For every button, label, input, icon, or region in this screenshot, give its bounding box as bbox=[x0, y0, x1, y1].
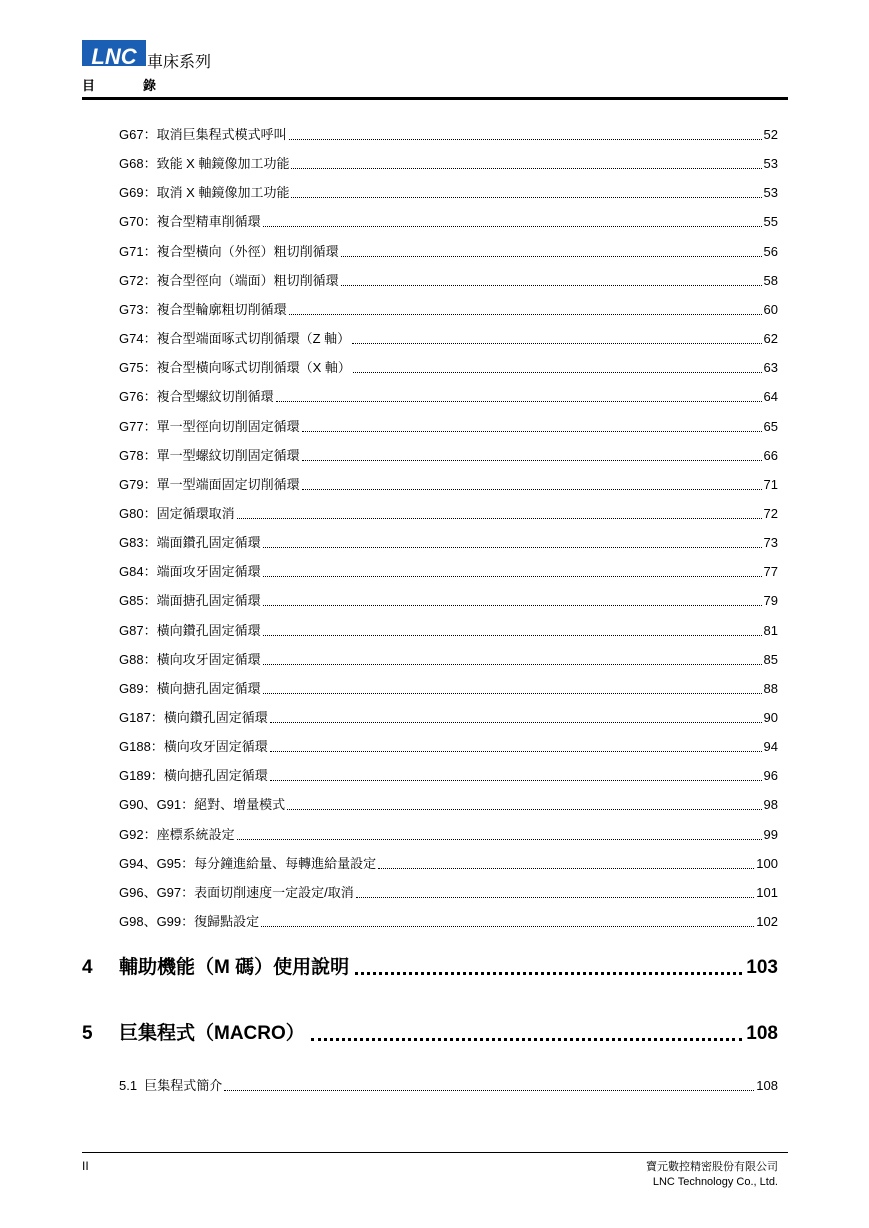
toc-entry[interactable] bbox=[119, 446, 778, 464]
section-title-right: 錄 bbox=[143, 78, 157, 93]
chapter-title: 巨集程式（MACRO） bbox=[119, 1023, 305, 1044]
toc-entry-page: 88 bbox=[763, 680, 778, 696]
toc-entry[interactable] bbox=[119, 417, 778, 435]
toc-entry-label: G187：橫向鑽孔固定循環 bbox=[119, 710, 268, 725]
toc-leader-dots bbox=[291, 168, 761, 169]
toc-entry-label: G98、G99：復歸點設定 bbox=[119, 914, 260, 930]
toc-entry[interactable] bbox=[119, 708, 778, 726]
header-divider bbox=[82, 97, 788, 100]
toc-entry[interactable] bbox=[119, 650, 778, 668]
company-name-en: LNC Technology Co., Ltd. bbox=[652, 1176, 778, 1188]
toc-entry-page: 58 bbox=[763, 272, 778, 288]
toc-entry-label: G79：單一型端面固定切削循環 bbox=[119, 476, 300, 492]
toc-entry[interactable] bbox=[119, 212, 778, 230]
toc-entry-page: 53 bbox=[763, 185, 778, 201]
toc-entry-label: G72：複合型徑向（端面）粗切削循環 bbox=[119, 272, 339, 288]
toc-entry[interactable] bbox=[119, 912, 778, 930]
toc-entry-page: 94 bbox=[763, 739, 778, 755]
toc-entry-page: 62 bbox=[763, 331, 778, 347]
toc-entry-label: G77：單一型徑向切削固定循環 bbox=[119, 418, 300, 434]
chapter-page: 103 bbox=[746, 957, 778, 978]
toc-entry[interactable] bbox=[119, 562, 778, 580]
toc-leader-dots bbox=[353, 372, 762, 373]
toc-entry-label: G84：端面攻牙固定循環 bbox=[119, 564, 261, 580]
toc-leader-dots bbox=[263, 576, 762, 577]
toc-leader-dots bbox=[302, 489, 762, 490]
toc-entry-page: 81 bbox=[763, 622, 778, 638]
toc-entry[interactable] bbox=[119, 154, 778, 172]
toc-entry-label: G92：座標系統設定 bbox=[119, 826, 235, 842]
chapter-number: 4 bbox=[82, 957, 93, 978]
toc-entry-label: G75：複合型橫向啄式切削循環（X 軸） bbox=[119, 360, 351, 376]
toc-entry-page: 90 bbox=[763, 710, 778, 725]
toc-entry[interactable] bbox=[119, 621, 778, 639]
chapter-title: 輔助機能（M 碼）使用說明 bbox=[119, 957, 350, 978]
toc-leader-dots bbox=[352, 343, 761, 344]
toc-leader-dots bbox=[291, 197, 761, 198]
toc-entry[interactable] bbox=[119, 358, 778, 376]
toc-leader-dots bbox=[263, 605, 762, 606]
toc-subsection[interactable] bbox=[119, 1076, 778, 1094]
toc-entry[interactable] bbox=[119, 766, 778, 784]
toc-leader-dots bbox=[341, 285, 762, 286]
company-name-zh: 寶元數控精密股份有限公司 bbox=[646, 1161, 778, 1173]
toc-entry[interactable] bbox=[119, 737, 778, 755]
toc-entry-label: G96、G97：表面切削速度一定設定/取消 bbox=[119, 884, 354, 900]
toc-leader-dots bbox=[289, 314, 762, 315]
chapter-number: 5 bbox=[82, 1023, 93, 1044]
toc-entry-page: 52 bbox=[763, 127, 778, 142]
toc-entry[interactable] bbox=[119, 387, 778, 405]
toc-entry-label: G87：橫向鑽孔固定循環 bbox=[119, 622, 261, 638]
toc-entry[interactable] bbox=[119, 854, 778, 872]
toc-leader-dots bbox=[263, 693, 762, 694]
toc-leader-dots bbox=[302, 460, 762, 461]
toc-entry-page: 79 bbox=[763, 593, 778, 609]
toc-leader-dots bbox=[378, 868, 754, 869]
toc-entry-label: G78：單一型螺紋切削固定循環 bbox=[119, 447, 300, 463]
toc-entry[interactable] bbox=[119, 825, 778, 843]
toc-entry-page: 56 bbox=[763, 243, 778, 259]
toc-entry[interactable] bbox=[119, 271, 778, 289]
toc-leader-dots bbox=[287, 809, 761, 810]
toc-entry-page: 60 bbox=[763, 301, 778, 317]
toc-entry-page: 63 bbox=[763, 360, 778, 376]
subsection-label: 5.1 巨集程式簡介 bbox=[119, 1078, 223, 1093]
section-title-left: 目 bbox=[82, 78, 96, 93]
toc-leader-dots bbox=[276, 401, 762, 402]
toc-leader-dots bbox=[263, 664, 762, 665]
toc-entry-page: 73 bbox=[763, 535, 778, 551]
toc-entry[interactable] bbox=[119, 125, 778, 143]
toc-entry-page: 99 bbox=[763, 826, 778, 842]
series-title: 車床系列 bbox=[147, 54, 212, 71]
toc-entry[interactable] bbox=[119, 795, 778, 813]
footer-divider bbox=[82, 1152, 788, 1153]
toc-entry-label: G188：橫向攻牙固定循環 bbox=[119, 739, 268, 755]
toc-entry[interactable] bbox=[119, 533, 778, 551]
chapter-leader-dots bbox=[355, 972, 742, 975]
logo-text: LNC bbox=[91, 44, 137, 69]
subsection-leader-dots bbox=[224, 1090, 754, 1091]
toc-entry-label: G67：取消巨集程式模式呼叫 bbox=[119, 127, 287, 142]
toc-chapter[interactable] bbox=[82, 1020, 778, 1046]
toc-entry-label: G83：端面鑽孔固定循環 bbox=[119, 535, 261, 551]
toc-leader-dots bbox=[341, 256, 762, 257]
footer-company bbox=[646, 1160, 778, 1190]
toc-entry-label: G90、G91：絕對、增量模式 bbox=[119, 797, 286, 813]
toc-leader-dots bbox=[261, 926, 754, 927]
toc-leader-dots bbox=[356, 897, 755, 898]
toc-chapter[interactable] bbox=[82, 954, 778, 980]
toc-entry[interactable] bbox=[119, 591, 778, 609]
toc-leader-dots bbox=[302, 431, 762, 432]
toc-entry-label: G85：端面搪孔固定循環 bbox=[119, 593, 261, 609]
toc-entry-page: 100 bbox=[756, 855, 778, 871]
toc-entry-label: G70：複合型精車削循環 bbox=[119, 214, 261, 230]
chapter-leader-dots bbox=[311, 1038, 743, 1041]
toc-entry-page: 102 bbox=[756, 914, 778, 930]
toc-leader-dots bbox=[270, 722, 762, 723]
chapter-page: 108 bbox=[746, 1023, 778, 1044]
toc-entry-page: 96 bbox=[763, 768, 778, 784]
toc-leader-dots bbox=[237, 839, 762, 840]
toc-entry[interactable] bbox=[119, 504, 778, 522]
toc-leader-dots bbox=[237, 518, 762, 519]
toc-entry-label: G68：致能 X 軸鏡像加工功能 bbox=[119, 156, 290, 172]
toc-entry-page: 85 bbox=[763, 651, 778, 667]
toc-entry-label: G88：橫向攻牙固定循環 bbox=[119, 651, 261, 667]
toc-entry-label: G89：橫向搪孔固定循環 bbox=[119, 680, 261, 696]
toc-entry[interactable] bbox=[119, 679, 778, 697]
toc-entry-page: 53 bbox=[763, 156, 778, 172]
toc-entry-page: 65 bbox=[763, 418, 778, 434]
toc-entry-label: G69：取消 X 軸鏡像加工功能 bbox=[119, 185, 290, 201]
toc-entry-label: G80：固定循環取消 bbox=[119, 505, 235, 521]
toc-leader-dots bbox=[263, 226, 762, 227]
toc-entry-label: G74：複合型端面啄式切削循環（Z 軸） bbox=[119, 331, 351, 347]
toc-leader-dots bbox=[263, 547, 762, 548]
toc-entry-label: G76：複合型螺紋切削循環 bbox=[119, 389, 274, 405]
toc-leader-dots bbox=[263, 635, 762, 636]
toc-entry-label: G73：複合型輪廓粗切削循環 bbox=[119, 301, 287, 317]
toc-entry-page: 71 bbox=[763, 476, 778, 492]
toc-entry-page: 66 bbox=[763, 447, 778, 463]
toc-entry[interactable] bbox=[119, 475, 778, 493]
subsection-page: 108 bbox=[756, 1078, 778, 1093]
toc-entry-page: 101 bbox=[756, 884, 778, 900]
lnc-logo-graphic bbox=[82, 40, 146, 70]
toc-entry-page: 72 bbox=[763, 505, 778, 521]
toc-entry-page: 98 bbox=[763, 797, 778, 813]
toc-entry[interactable] bbox=[119, 300, 778, 318]
footer-page-number: II bbox=[82, 1159, 89, 1173]
toc-entry[interactable] bbox=[119, 242, 778, 260]
toc-entry[interactable] bbox=[119, 329, 778, 347]
lnc-logo bbox=[82, 40, 146, 70]
toc-entry-page: 77 bbox=[763, 564, 778, 580]
toc-entry-label: G71：複合型橫向（外徑）粗切削循環 bbox=[119, 243, 339, 259]
toc-leader-dots bbox=[270, 780, 762, 781]
toc-entry[interactable] bbox=[119, 183, 778, 201]
toc-leader-dots bbox=[270, 751, 762, 752]
toc-entry[interactable] bbox=[119, 883, 778, 901]
toc-leader-dots bbox=[289, 139, 762, 140]
toc-entry-label: G94、G95：每分鐘進給量、每轉進給量設定 bbox=[119, 855, 377, 871]
toc-entry-page: 55 bbox=[763, 214, 778, 230]
toc-entry-label: G189：橫向搪孔固定循環 bbox=[119, 768, 268, 784]
toc-entry-page: 64 bbox=[763, 389, 778, 405]
